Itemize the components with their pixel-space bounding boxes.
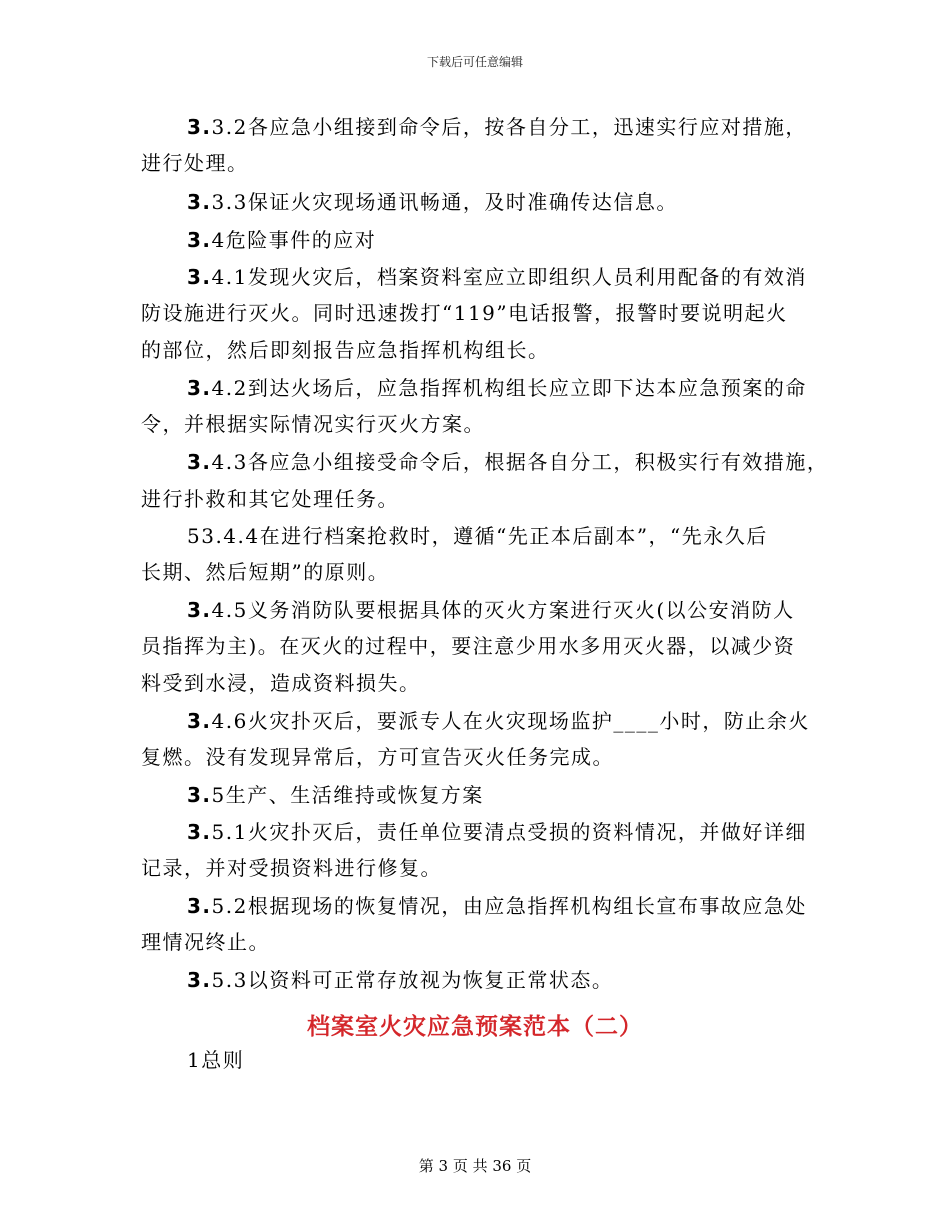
- line-text: 4.6火灾扑灭后，要派专人在火灾现场监护____小时，防止余火: [211, 709, 810, 733]
- text-line: [141, 747, 614, 767]
- line-text: 令，并根据实际情况实行灭火方案。: [141, 412, 485, 436]
- text-line: [187, 970, 613, 990]
- text-line: [187, 230, 376, 250]
- section-number: 3.: [187, 450, 212, 474]
- line-text: 进行处理。: [141, 151, 249, 175]
- section-number: 3.: [187, 783, 212, 807]
- page-header-note: 下载后可任意编辑: [426, 55, 523, 69]
- line-text: 4.1发现火灾后，档案资料室应立即组织人员利用配备的有效消: [211, 265, 807, 289]
- line-text: 4.2到达火场后，应急指挥机构组长应立即下达本应急预案的命: [211, 376, 807, 400]
- text-line: [141, 489, 399, 509]
- line-text: 记录，并对受损资料进行修复。: [141, 856, 442, 880]
- text-line: [187, 526, 768, 546]
- text-line: [187, 600, 795, 620]
- text-line: [187, 452, 828, 472]
- text-line: [187, 785, 484, 805]
- line-text: 复燃。没有发现异常后，方可宣告灭火任务完成。: [141, 745, 614, 769]
- section-number: 3.: [187, 709, 212, 733]
- line-text: 员指挥为主)。在灭火的过程中，要注意少用水多用灭火器，以减少资: [141, 634, 796, 658]
- text-line: [187, 192, 678, 212]
- line-text: 的部位，然后即刻报告应急指挥机构组长。: [141, 338, 550, 362]
- line-text: 长期、然后短期”的原则。: [141, 560, 390, 584]
- line-text: 4危险事件的应对: [211, 228, 377, 252]
- line-text: 防设施进行灭火。同时迅速拨打“119”电话报警，报警时要说明起火: [141, 301, 788, 325]
- section-number: 3.: [187, 376, 212, 400]
- text-line: [141, 340, 550, 360]
- line-text: 3.2各应急小组接到命令后，按各自分工，迅速实行应对措施，: [211, 115, 807, 139]
- text-line: [141, 932, 270, 952]
- text-line: [187, 267, 807, 287]
- section-number: 3.: [187, 968, 212, 992]
- line-text: 5.3以资料可正常存放视为恢复正常状态。: [211, 968, 614, 992]
- text-line: [187, 896, 807, 916]
- section-number: 3.: [187, 228, 212, 252]
- line-text: 理情况终止。: [141, 930, 270, 954]
- line-text: 料受到水浸，造成资料损失。: [141, 671, 421, 695]
- text-line: [187, 822, 807, 842]
- section-number: 3.: [187, 265, 212, 289]
- section-number: 3.: [187, 598, 212, 622]
- text-line: [141, 673, 421, 693]
- text-line: [187, 711, 810, 731]
- text-line: [141, 562, 389, 582]
- text-line: [141, 303, 788, 323]
- section-number: 3.: [187, 115, 212, 139]
- line-text: 5.2根据现场的恢复情况，由应急指挥机构组长宣布事故应急处: [211, 894, 807, 918]
- text-line: [141, 636, 795, 656]
- section-number: 3.: [187, 190, 212, 214]
- line-text: 5.1火灾扑灭后，责任单位要清点受损的资料情况，并做好详细: [211, 820, 807, 844]
- text-line: [187, 378, 807, 398]
- text-line: [141, 858, 442, 878]
- line-text: 53.4.4在进行档案抢救时，遵循“先正本后副本”，“先永久后: [187, 524, 768, 548]
- section-title: 档案室火灾应急预案范本（二）: [307, 1014, 643, 1040]
- line-text: 3.3保证火灾现场通讯畅通，及时准确传达信息。: [211, 190, 678, 214]
- line-text: 1总则: [187, 1048, 245, 1072]
- section-number: 3.: [187, 820, 212, 844]
- line-text: 4.5义务消防队要根据具体的灭火方案进行灭火(以公安消防人: [211, 598, 795, 622]
- page-footer: 第 3 页 共 36 页: [418, 1157, 532, 1175]
- text-line: [187, 117, 807, 137]
- text-line: [141, 153, 249, 173]
- line-text: 进行扑救和其它处理任务。: [141, 487, 399, 511]
- text-line: [187, 1050, 244, 1070]
- line-text: 5生产、生活维持或恢复方案: [211, 783, 484, 807]
- text-line: [141, 414, 485, 434]
- line-text: 4.3各应急小组接受命令后，根据各自分工，积极实行有效措施，: [211, 450, 829, 474]
- section-number: 3.: [187, 894, 212, 918]
